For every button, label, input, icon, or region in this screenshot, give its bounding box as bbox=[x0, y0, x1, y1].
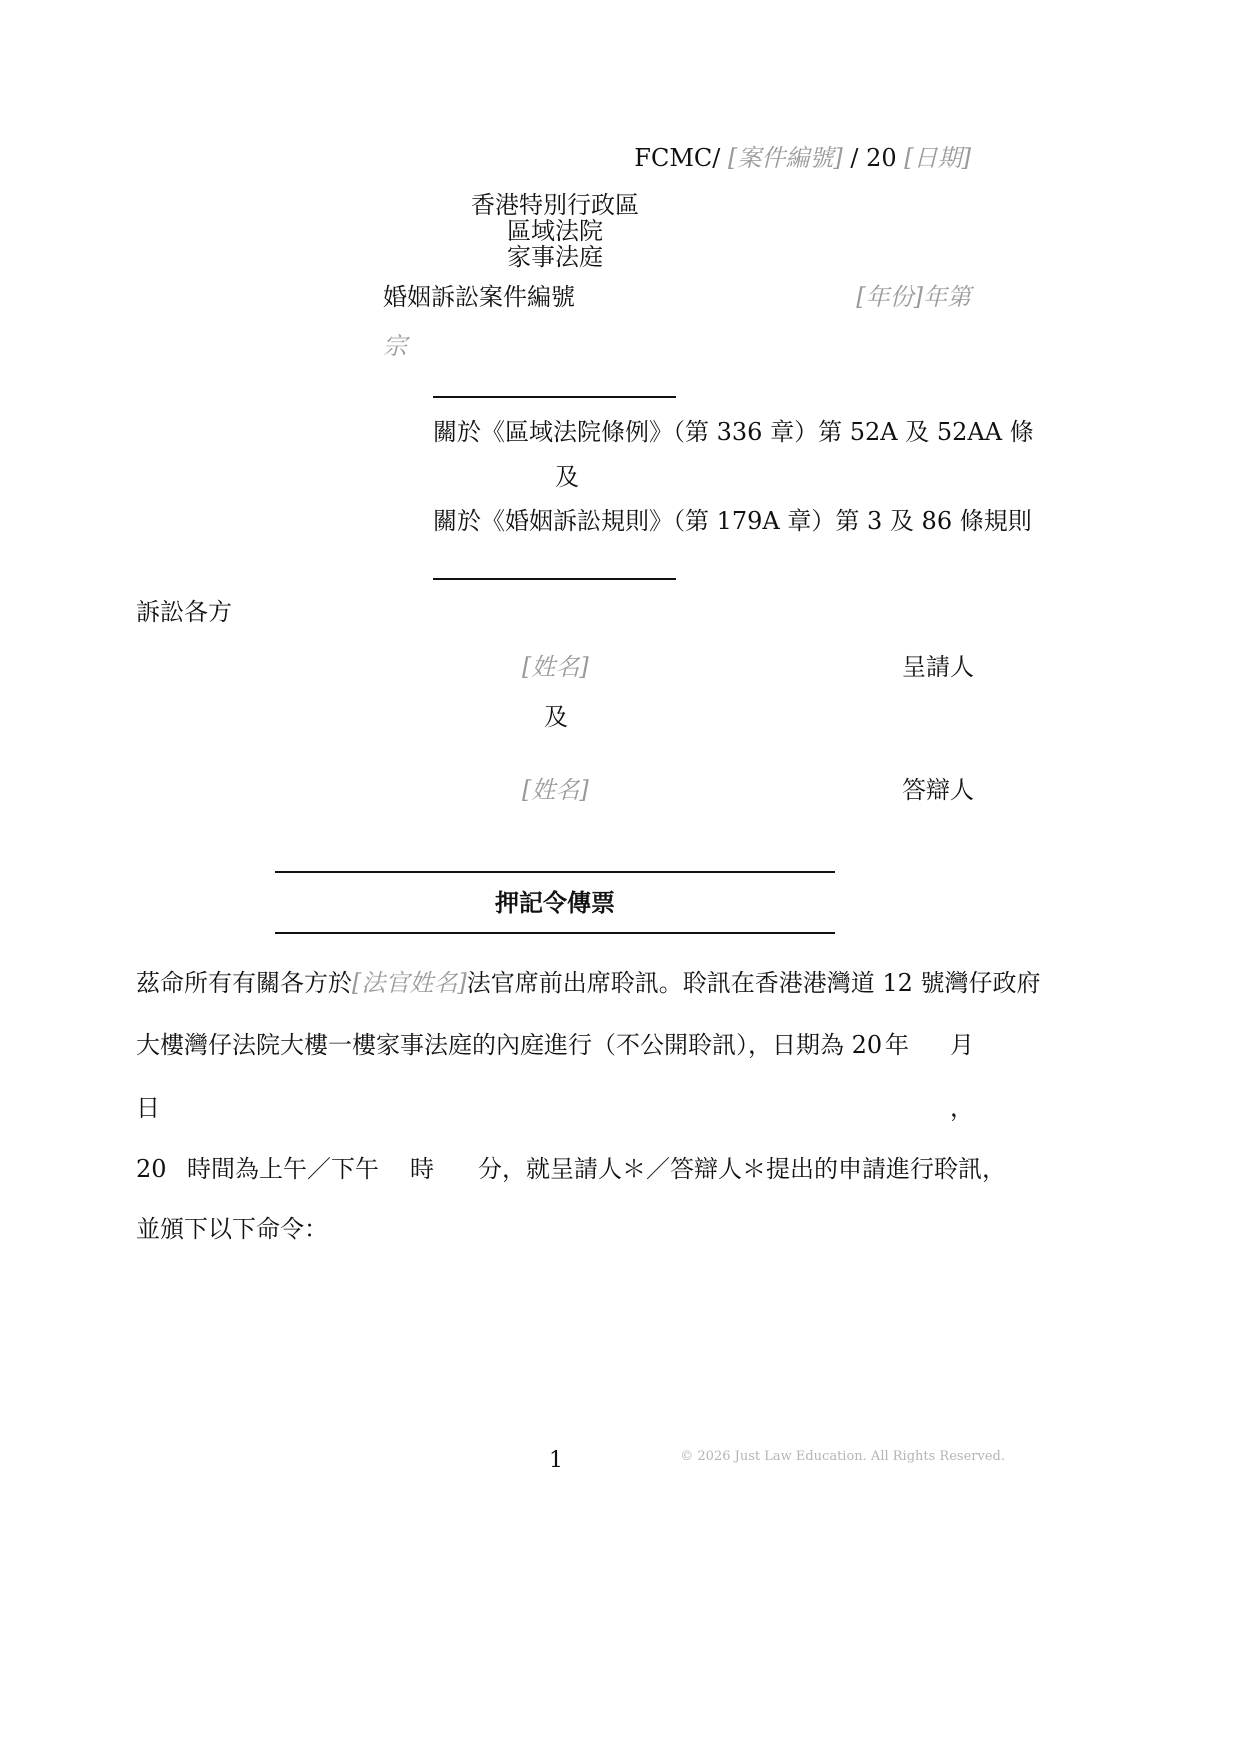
court-line-family: 家事法庭 bbox=[507, 243, 603, 271]
case-no-placeholder: [案件編號] bbox=[727, 144, 843, 172]
body-line-4-rest: 分，就呈請人＊／答辯人＊提出的申請進行聆訊， bbox=[478, 1155, 1006, 1183]
statute-conjunction: 及 bbox=[555, 463, 579, 491]
document-title: 押記令傳票 bbox=[495, 888, 615, 917]
respondent-name-placeholder: [姓名] bbox=[522, 776, 589, 804]
case-number-year bbox=[856, 282, 971, 312]
petitioner-name-placeholder: [姓名] bbox=[522, 653, 589, 681]
divider-top bbox=[433, 396, 676, 398]
statute-line-2: 關於《婚姻訴訟規則》（第 179A 章）第 3 及 86 條規則 bbox=[433, 507, 1032, 535]
parties-conjunction: 及 bbox=[544, 703, 568, 731]
statute-line-1: 關於《區域法院條例》（第 336 章）第 52A 及 52AA 條 bbox=[433, 418, 1034, 446]
page-number: 1 bbox=[549, 1448, 563, 1473]
year-suffix: 年第 bbox=[923, 283, 971, 311]
case-ref-prefix: FCMC/ bbox=[634, 144, 721, 172]
body-line-1-a: 茲命所有有關各方於 bbox=[136, 969, 352, 997]
parties-heading: 訴訟各方 bbox=[136, 598, 232, 626]
body-line-1-b: 法官席前出席聆訊。聆訊在香港港灣道 12 號灣仔政府 bbox=[466, 969, 1041, 997]
case-date-placeholder: [日期] bbox=[904, 144, 971, 172]
judge-name-placeholder: [法官姓名] bbox=[352, 969, 467, 997]
body-line-4-hour: 時 bbox=[410, 1155, 434, 1183]
case-ref-separator: / 20 bbox=[850, 144, 897, 172]
body-line-2-a: 大樓灣仔法院大樓一樓家事法庭的內庭進行（不公開聆訊），日期為 20 bbox=[136, 1031, 883, 1059]
body-line-4-time: 時間為上午／下午 bbox=[187, 1155, 379, 1183]
body-line-5: 並頒下以下命令： bbox=[136, 1215, 328, 1243]
court-heading bbox=[455, 192, 655, 270]
divider-bottom bbox=[433, 578, 676, 580]
petitioner-role: 呈請人 bbox=[902, 653, 974, 681]
court-line-region: 香港特別行政區 bbox=[471, 191, 639, 219]
body-line-3-day: 日 bbox=[136, 1094, 160, 1122]
body-line-4-year: 20 bbox=[136, 1155, 167, 1183]
case-reference bbox=[634, 143, 971, 173]
body-line-1 bbox=[136, 968, 1041, 998]
case-number-label: 婚姻訴訟案件編號 bbox=[383, 283, 575, 311]
title-rule-bottom bbox=[275, 932, 835, 934]
title-rule-top bbox=[275, 871, 835, 873]
body-line-3-comma: ， bbox=[950, 1094, 974, 1122]
copyright-notice: © 2026 Just Law Education. All Rights Reserved. bbox=[680, 1449, 1005, 1464]
respondent-role: 答辯人 bbox=[902, 776, 974, 804]
case-number-tail: 宗 bbox=[383, 332, 407, 360]
court-line-district: 區域法院 bbox=[507, 217, 603, 245]
body-line-2-month: 月 bbox=[950, 1031, 974, 1059]
year-placeholder: [年份] bbox=[856, 283, 923, 311]
body-line-2-year: 年 bbox=[885, 1031, 909, 1059]
